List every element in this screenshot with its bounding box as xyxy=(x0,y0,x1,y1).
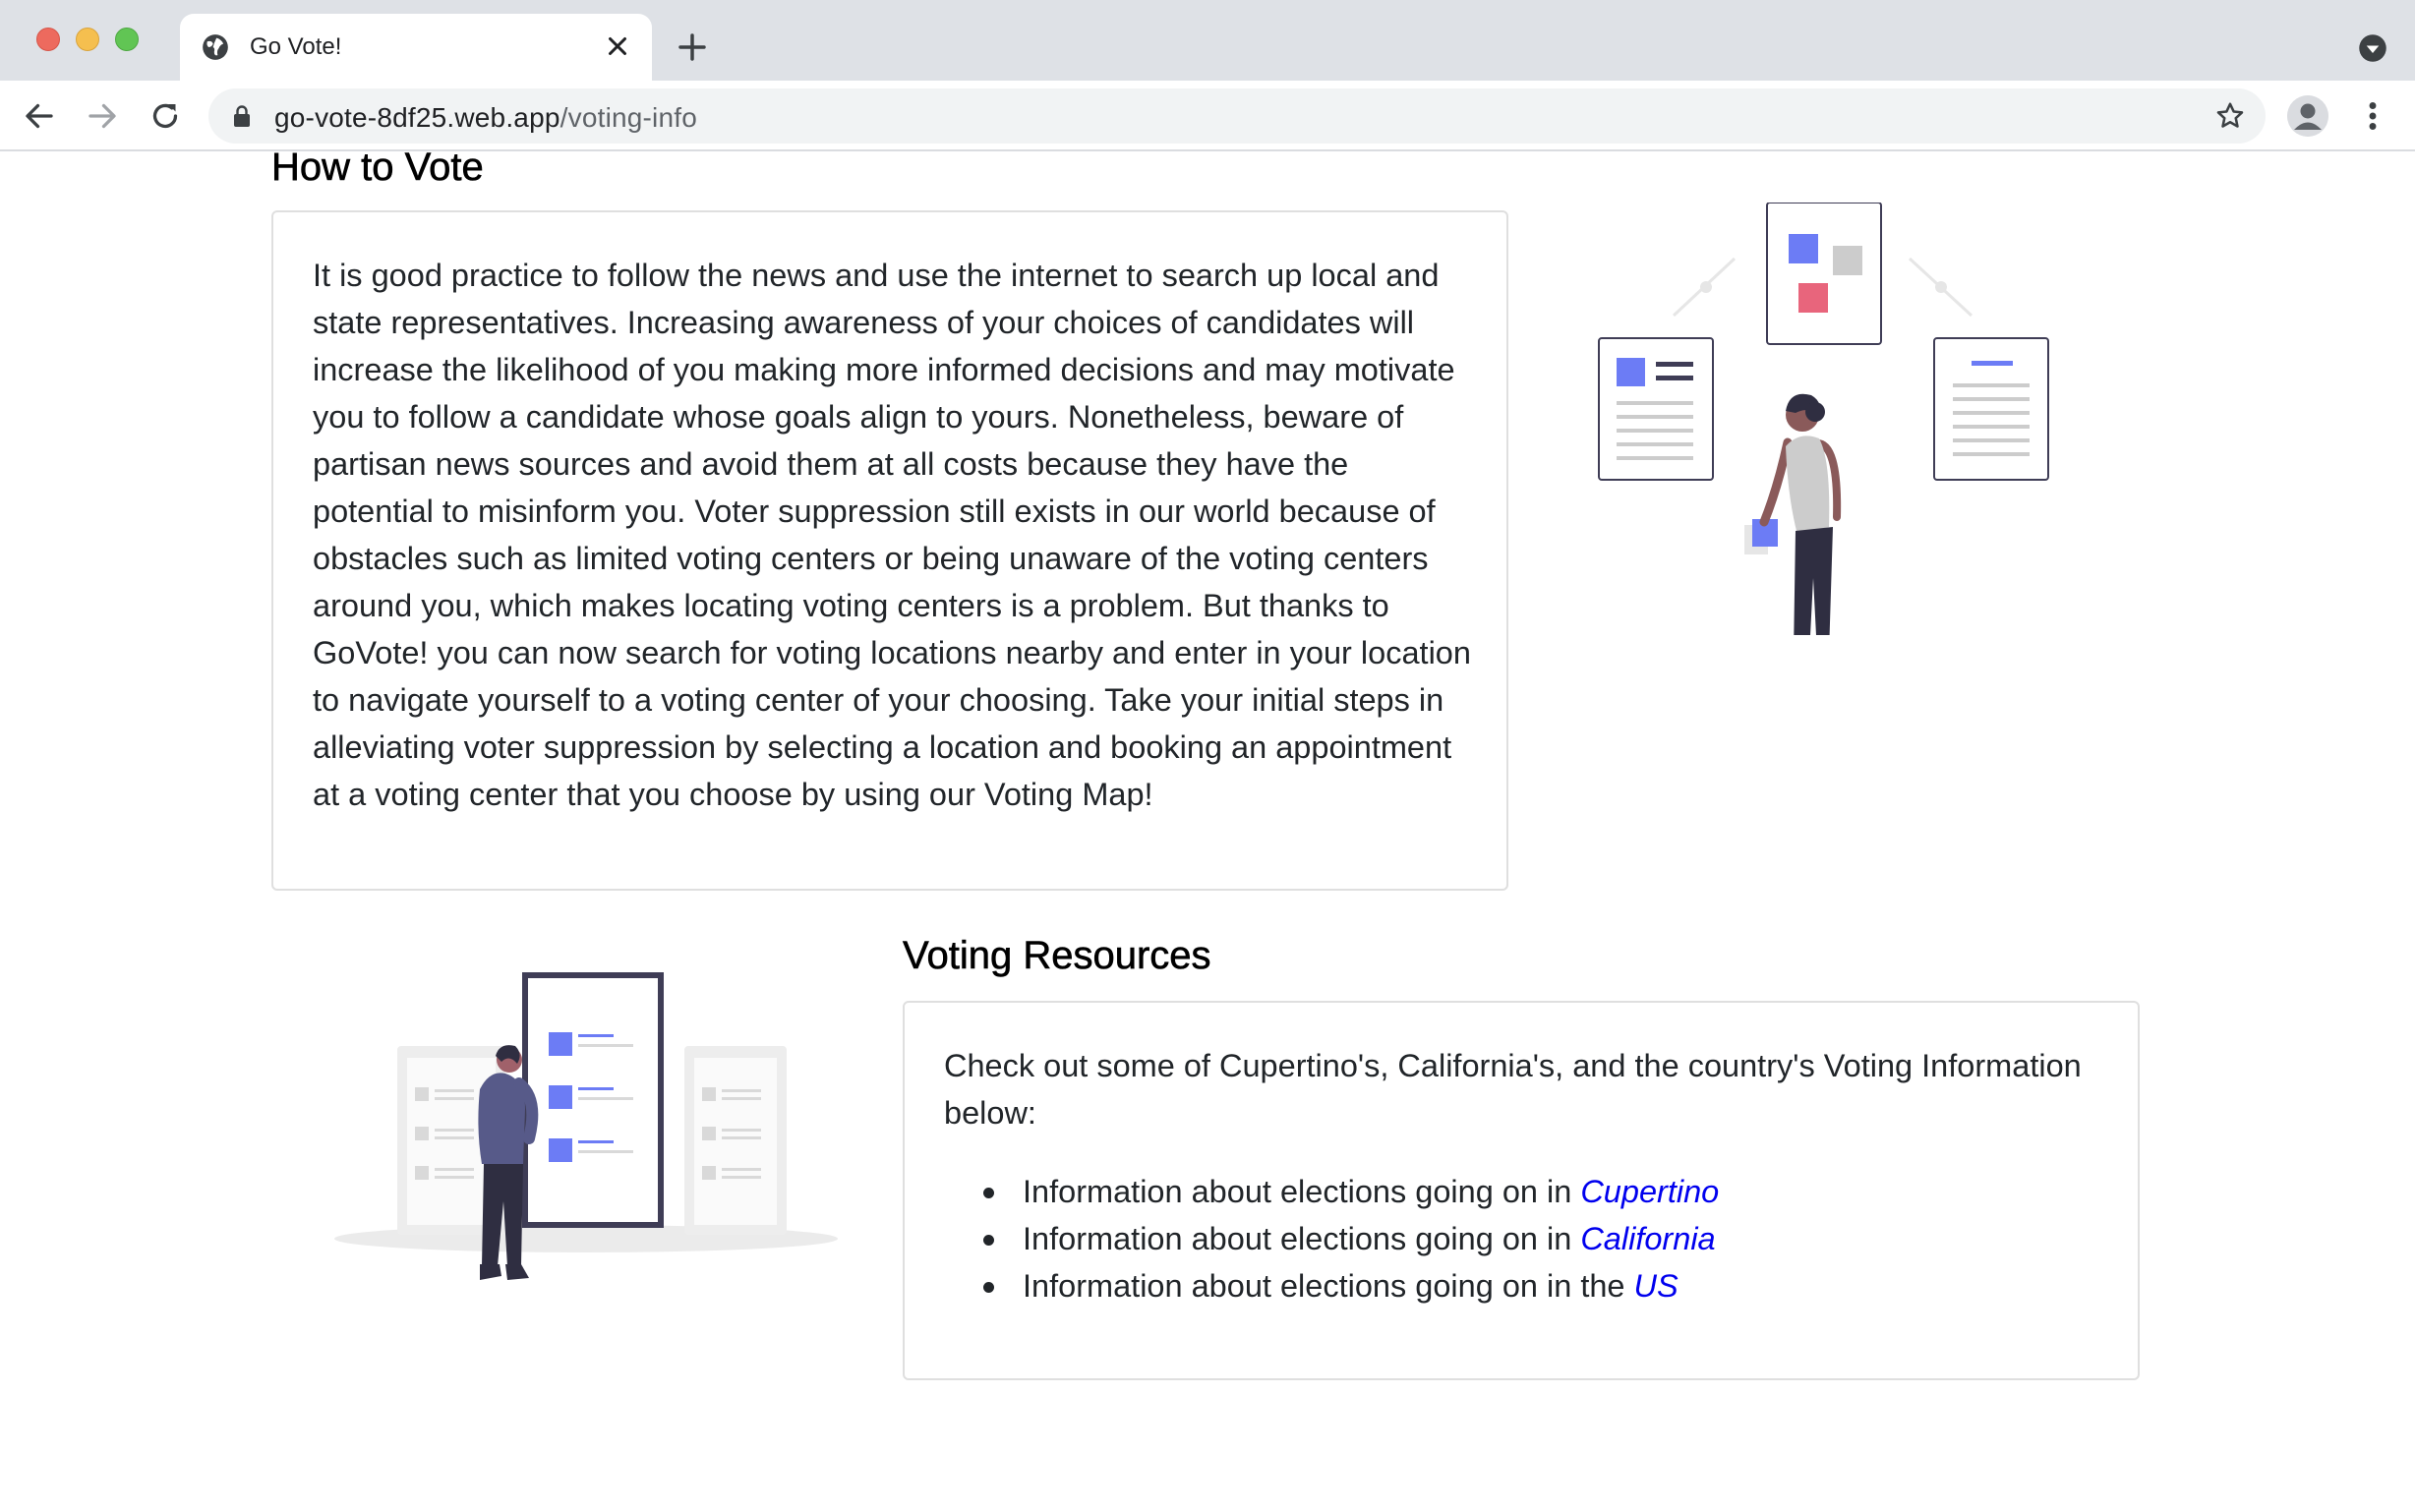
resource-item-text: Information about elections going on in xyxy=(1023,1174,1581,1209)
resource-item-text: Information about elections going on in the xyxy=(1023,1268,1634,1304)
reload-icon[interactable] xyxy=(147,98,183,134)
lock-icon[interactable] xyxy=(232,104,252,128)
globe-icon xyxy=(202,33,229,61)
cupertino-link[interactable]: Cupertino xyxy=(1580,1174,1720,1209)
resource-list xyxy=(944,1168,2102,1309)
how-to-vote-card xyxy=(271,210,1508,891)
person-reviewing-documents-illustration xyxy=(1585,203,2067,635)
list-item xyxy=(983,1215,2102,1262)
browser-tab-strip xyxy=(0,0,2415,81)
bookmark-star-icon[interactable] xyxy=(2214,100,2246,132)
list-item xyxy=(983,1168,2102,1215)
california-link[interactable]: California xyxy=(1580,1221,1716,1256)
how-to-vote-heading: How to Vote xyxy=(271,151,484,189)
forward-arrow-icon[interactable] xyxy=(85,98,120,134)
voting-resources-card xyxy=(903,1001,2140,1380)
more-menu-icon[interactable] xyxy=(2358,98,2387,134)
browser-tab[interactable] xyxy=(180,14,652,81)
address-bar[interactable] xyxy=(208,88,2266,144)
voting-resources-heading: Voting Resources xyxy=(903,934,1211,977)
url-text[interactable] xyxy=(274,102,697,134)
us-link[interactable]: US xyxy=(1633,1268,1679,1304)
profile-avatar[interactable] xyxy=(2287,95,2328,137)
person-icon xyxy=(2287,95,2328,137)
browser-toolbar xyxy=(0,81,2415,151)
list-item xyxy=(983,1262,2102,1309)
page-content xyxy=(0,151,2415,1512)
person-at-board-illustration xyxy=(332,971,840,1296)
tab-search-dropdown-icon[interactable] xyxy=(2358,33,2387,63)
bullet-icon xyxy=(983,1235,994,1246)
url-host: go-vote-8df25.web.app xyxy=(274,102,560,133)
voting-resources-intro: Check out some of Cupertino's, California's, and the country's Voting Information below: xyxy=(944,1048,2082,1131)
window-close-button[interactable] xyxy=(36,28,60,51)
window-minimize-button[interactable] xyxy=(76,28,99,51)
bullet-icon xyxy=(983,1188,994,1198)
url-path: /voting-info xyxy=(560,102,698,133)
back-arrow-icon[interactable] xyxy=(22,98,57,134)
close-icon[interactable] xyxy=(603,31,632,61)
tab-title: Go Vote! xyxy=(250,33,342,60)
window-zoom-button[interactable] xyxy=(115,28,139,51)
new-tab-plus-icon[interactable] xyxy=(677,31,708,63)
bullet-icon xyxy=(983,1282,994,1293)
how-to-vote-text: It is good practice to follow the news and use the internet to search up local and state representatives. Increasing awareness of your choices of candidates will increase the likelihood of you making more informed decisions and may motivate you to follow a candidate whose goals align to yours. Nonetheless, beware of partisan news sources and avoid them at all costs because they have the potential to misinform you. Voter suppression still exists in our world because of obstacles such as limited voting centers or being unaware of the voting centers around you, which makes locating voting centers is a problem. But thanks to GoVote! you can now search for voting locations nearby and enter in your location to navigate yourself to a voting center of your choosing. Take your initial steps in alleviating voter suppression by selecting a location and booking an appointment at a voting center that you choose by using our Voting Map! xyxy=(313,258,1471,812)
resource-item-text: Information about elections going on in xyxy=(1023,1221,1581,1256)
